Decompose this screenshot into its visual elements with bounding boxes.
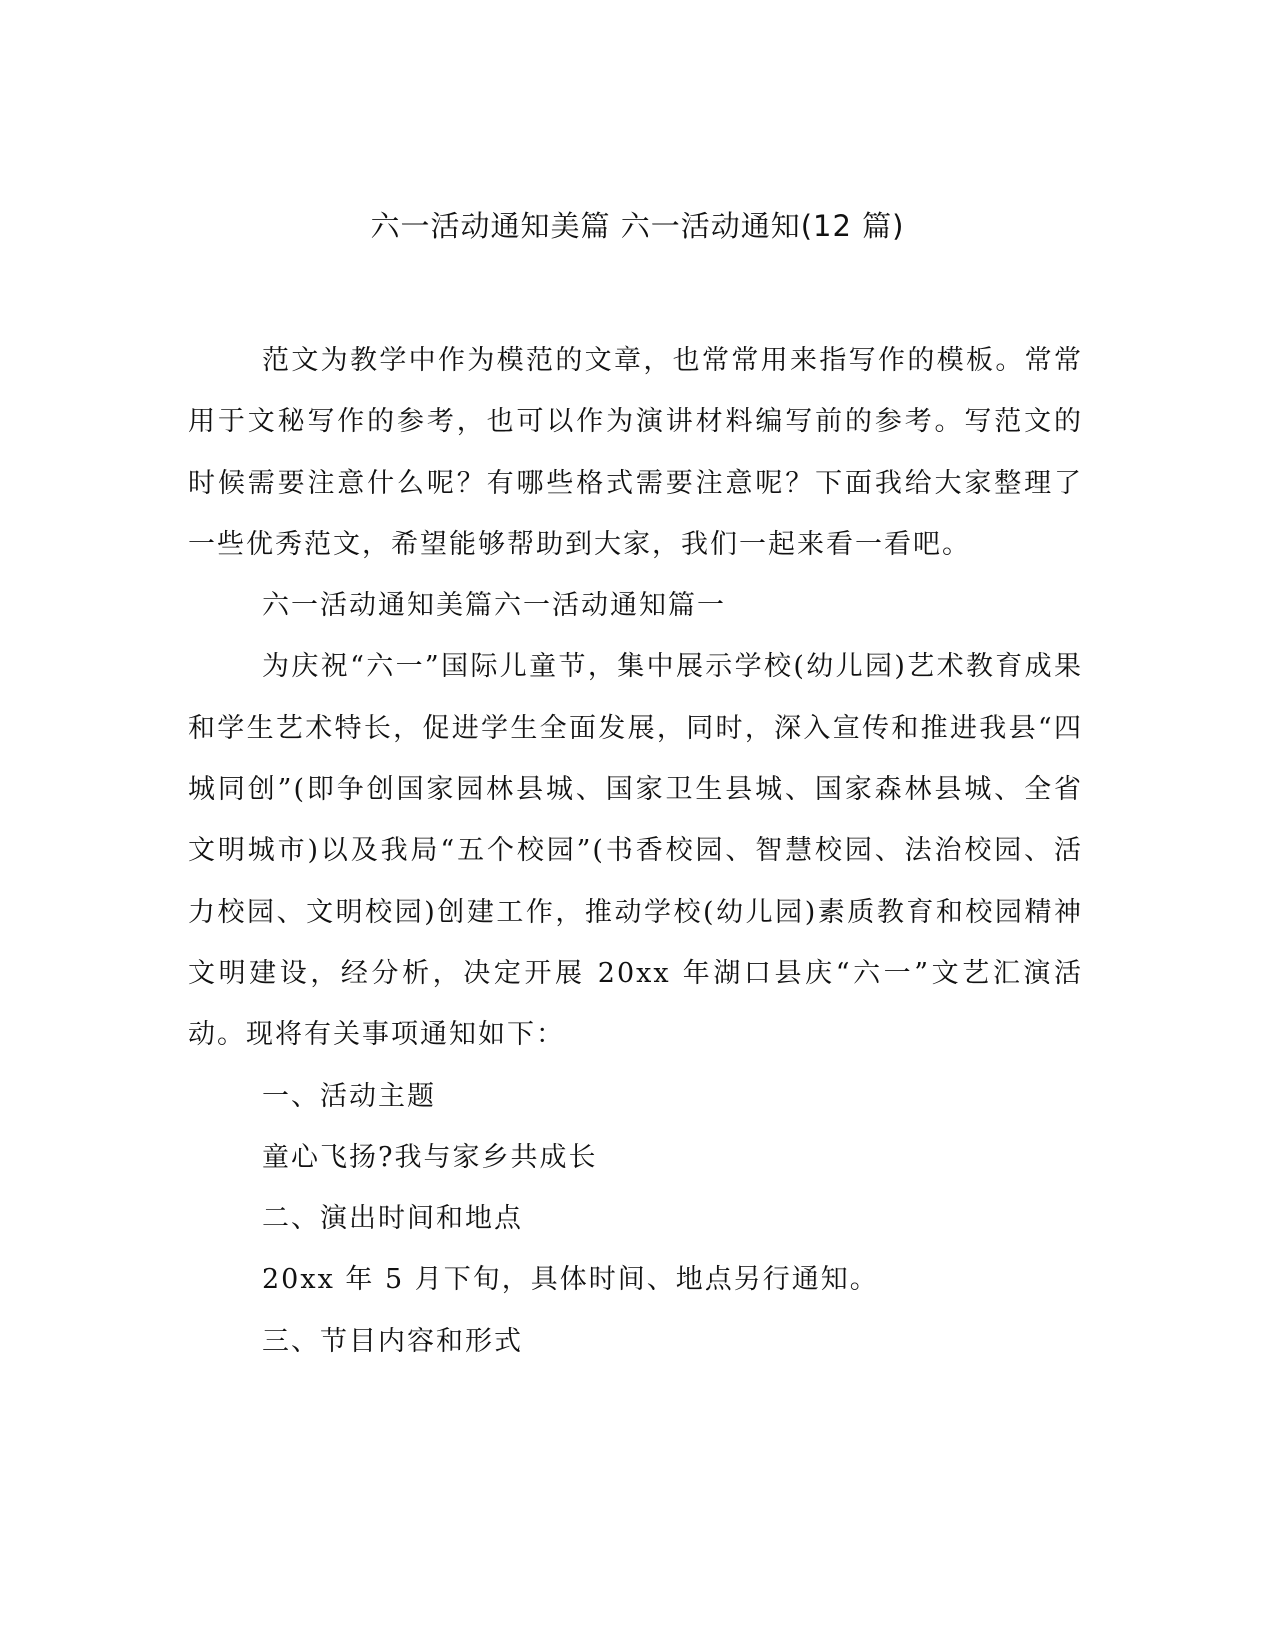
heading-activity-theme: 一、活动主题 [262, 1080, 436, 1112]
notice-paragraph: 为庆祝“六一”国际儿童节，集中展示学校(幼儿园)艺术教育成果和学生艺术特长，促进学生全面发展，同时，深入宣传和推进我县“四城同创”(即争创国家园林县城、国家卫生县城、国家森林县城、全省文明城市)以及我局“五个校园”(书香校园、智慧校园、法治校园、活力校园、文明校园)创建工作，推动学校(幼儿园)素质教育和校园精神文明建设，经分析，决定开展 20xx 年湖口县庆“六一”文艺汇演活动。现将有关事项通知如下： [188, 651, 1083, 1051]
activity-theme-text: 童心飞扬?我与家乡共成长 [262, 1141, 598, 1173]
time-location-text: 20xx 年 5 月下旬，具体时间、地点另行通知。 [262, 1264, 879, 1296]
document-title: 六一活动通知美篇 六一活动通知(12 篇) [370, 209, 905, 243]
intro-paragraph: 范文为教学中作为模范的文章，也常常用来指写作的模板。常常用于文秘写作的参考，也可以作为演讲材料编写前的参考。写范文的时候需要注意什么呢？有哪些格式需要注意呢？下面我给大家整理了一些优秀范文，希望能够帮助到大家，我们一起来看一看吧。 [188, 345, 1083, 560]
section-heading: 六一活动通知美篇六一活动通知篇一 [262, 590, 726, 622]
heading-time-location: 二、演出时间和地点 [262, 1203, 523, 1235]
document-body [188, 330, 1083, 1372]
heading-program-content: 三、节目内容和形式 [262, 1325, 523, 1357]
